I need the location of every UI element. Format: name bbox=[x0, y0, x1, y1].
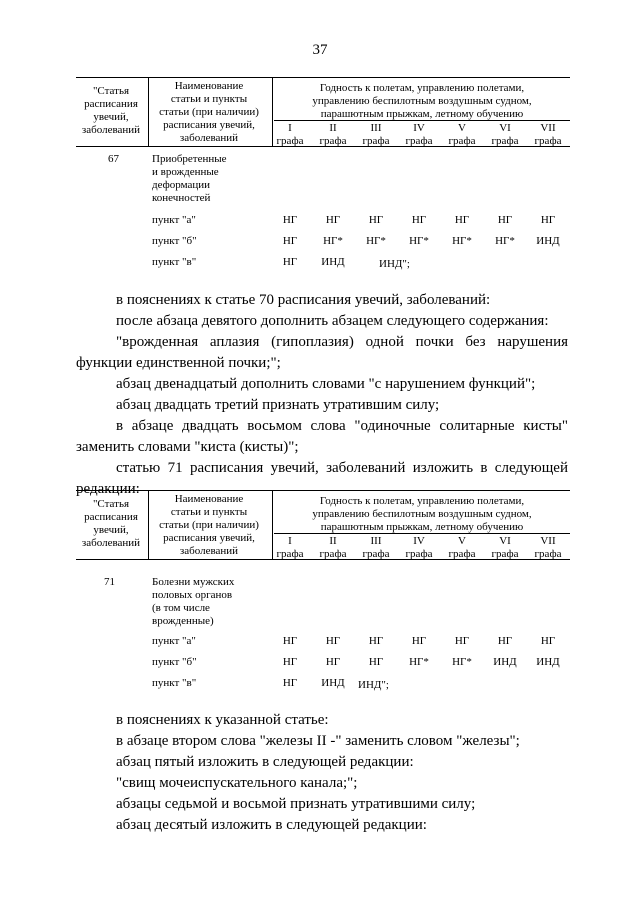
paragraph: абзацы седьмой и восьмой признать утратившими силу; bbox=[116, 796, 476, 812]
table1-cell: НГ bbox=[325, 214, 341, 226]
table1-cell: НГ bbox=[497, 214, 513, 226]
table1-cell: НГ bbox=[411, 214, 427, 226]
grafa-5: V графа bbox=[448, 535, 476, 560]
paragraph: абзац десятый изложить в следующей редакции: bbox=[116, 817, 427, 833]
table1-article-name: Приобретенные и врожденные деформации конечностей bbox=[152, 153, 227, 204]
table2-article-number: 71 bbox=[104, 576, 115, 588]
table1-cell: НГ bbox=[540, 214, 556, 226]
grafa-3: III графа bbox=[362, 535, 390, 560]
table1-cell: НГ bbox=[282, 256, 298, 268]
paragraph: в пояснениях к указанной статье: bbox=[116, 712, 329, 728]
table1-cell: НГ* bbox=[323, 235, 343, 247]
grafa-4: IV графа bbox=[405, 535, 433, 560]
table1-cell: НГ bbox=[454, 214, 470, 226]
table2-cell: НГ bbox=[282, 635, 298, 647]
header-fitness-col: Годность к полетам, управлению полетами, управлению беспилотным воздушным судном, парашютным прыжкам, летному обучению bbox=[312, 495, 532, 533]
table2-cell: НГ* bbox=[409, 656, 429, 668]
grafa-2: II графа bbox=[319, 122, 347, 147]
paragraph: абзац двенадцатый дополнить словами "с нарушением функций"; bbox=[116, 376, 536, 392]
paragraph: абзац пятый изложить в следующей редакции: bbox=[116, 754, 414, 770]
table2-row-c-label: пункт "в" bbox=[152, 677, 197, 689]
paragraph: функции единственной почки;"; bbox=[76, 355, 281, 371]
table1-cell: НГ bbox=[282, 235, 298, 247]
grafa-3: III графа bbox=[362, 122, 390, 147]
table2-row-b-label: пункт "б" bbox=[152, 656, 197, 668]
table1-header bbox=[76, 77, 570, 147]
paragraph: заменить словами "киста (кисты)"; bbox=[76, 439, 299, 455]
table1-article-number: 67 bbox=[108, 153, 119, 165]
paragraph: в пояснениях к статье 70 расписания увечий, заболеваний: bbox=[116, 292, 491, 308]
table2-cell: НГ bbox=[325, 635, 341, 647]
table2-cell: ИНД"; bbox=[358, 679, 389, 691]
paragraph: редакции: bbox=[76, 481, 140, 497]
table2-cell: ИНД bbox=[536, 656, 560, 668]
table2-cell: НГ bbox=[497, 635, 513, 647]
paragraph: статью 71 расписания увечий, заболеваний изложить в следующей bbox=[116, 460, 568, 476]
table1-row-c-label: пункт "в" bbox=[152, 256, 197, 268]
table2-cell: ИНД bbox=[321, 677, 345, 689]
table2-row-a-label: пункт "а" bbox=[152, 635, 196, 647]
paragraph: после абзаца девятого дополнить абзацем следующего содержания: bbox=[116, 313, 549, 329]
page-number: 37 bbox=[312, 42, 328, 58]
table1-cell: ИНД bbox=[321, 256, 345, 268]
table1-row-b-label: пункт "б" bbox=[152, 235, 197, 247]
grafa-2: II графа bbox=[319, 535, 347, 560]
table2-article-name: Болезни мужских половых органов (в том числе врожденные) bbox=[152, 576, 235, 627]
paragraph: в абзаце двадцать восьмом слова "одиночные солитарные кисты" bbox=[116, 418, 568, 434]
table1-cell: НГ* bbox=[495, 235, 515, 247]
table1-row-a-label: пункт "а" bbox=[152, 214, 196, 226]
header-fitness-col: Годность к полетам, управлению полетами, управлению беспилотным воздушным судном, парашютным прыжкам, летному обучению bbox=[312, 82, 532, 120]
grafa-4: IV графа bbox=[405, 122, 433, 147]
grafa-1: I графа bbox=[276, 535, 304, 560]
table2-header bbox=[76, 490, 570, 560]
table2-cell: НГ bbox=[368, 656, 384, 668]
table2-cell: НГ bbox=[282, 677, 298, 689]
table2-cell: НГ bbox=[411, 635, 427, 647]
paragraph: "врожденная аплазия (гипоплазия) одной почки без нарушения bbox=[116, 334, 568, 350]
table1-cell: НГ* bbox=[366, 235, 386, 247]
table1-cell: ИНД bbox=[536, 235, 560, 247]
grafa-6: VI графа bbox=[491, 122, 519, 147]
table2-cell: НГ bbox=[282, 656, 298, 668]
grafa-7: VII графа bbox=[534, 535, 562, 560]
paragraph: в абзаце втором слова "железы II -" заменить словом "железы"; bbox=[116, 733, 520, 749]
table1-cell: НГ* bbox=[409, 235, 429, 247]
table2-cell: НГ bbox=[540, 635, 556, 647]
grafa-1: I графа bbox=[276, 122, 304, 147]
header-name-col: Наименование статьи и пункты статьи (при наличии) расписания увечий, заболеваний bbox=[159, 80, 259, 144]
paragraph: "свищ мочеиспускательного канала;"; bbox=[116, 775, 358, 791]
table1-cell: НГ bbox=[368, 214, 384, 226]
header-article-col: "Статья расписания увечий, заболеваний bbox=[81, 498, 141, 549]
grafa-7: VII графа bbox=[534, 122, 562, 147]
table2-cell: ИНД bbox=[493, 656, 517, 668]
grafa-5: V графа bbox=[448, 122, 476, 147]
grafa-6: VI графа bbox=[491, 535, 519, 560]
table2-cell: НГ bbox=[325, 656, 341, 668]
table1-cell: ИНД"; bbox=[379, 258, 410, 270]
table2-cell: НГ bbox=[454, 635, 470, 647]
table2-cell: НГ bbox=[368, 635, 384, 647]
table1-cell: НГ* bbox=[452, 235, 472, 247]
table1-cell: НГ bbox=[282, 214, 298, 226]
table2-cell: НГ* bbox=[452, 656, 472, 668]
header-article-col: "Статья расписания увечий, заболеваний bbox=[81, 85, 141, 136]
header-name-col: Наименование статьи и пункты статьи (при наличии) расписания увечий, заболеваний bbox=[159, 493, 259, 557]
paragraph: абзац двадцать третий признать утратившим силу; bbox=[116, 397, 440, 413]
